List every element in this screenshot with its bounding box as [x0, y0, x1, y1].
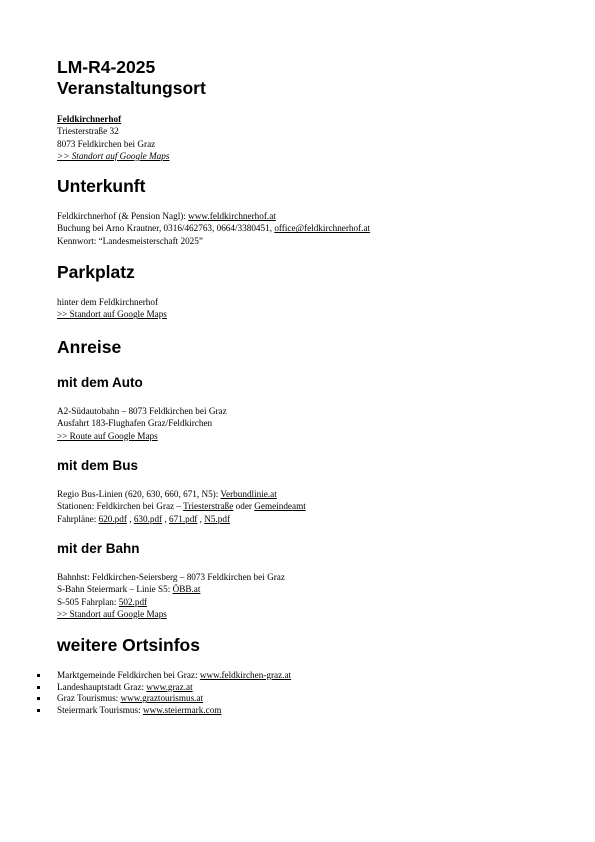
venue-city: 8073 Feldkirchen bei Graz	[57, 138, 156, 149]
feldkirchen-graz-link[interactable]: www.feldkirchen-graz.at	[199, 670, 292, 680]
venue-name: Feldkirchnerhof	[57, 114, 122, 124]
accommodation-line1-text: Feldkirchnerhof (& Pension Nagl):	[57, 211, 189, 221]
car-line1: A2-Südautobahn – 8073 Feldkirchen bei Graz	[57, 406, 227, 416]
train-maps-link[interactable]: >> Standort auf Google Maps	[57, 608, 167, 619]
bullet-icon	[37, 674, 40, 677]
bus-heading: mit dem Bus	[57, 458, 139, 473]
bullet-icon	[37, 697, 40, 700]
car-route-link[interactable]: >> Route auf Google Maps	[57, 430, 158, 441]
booking-text: Buchung bei Arno Krautner, 0316/462763, 0664/3380451,	[57, 223, 275, 234]
timetable-502-link[interactable]: 502.pdf	[118, 596, 148, 607]
list-item	[37, 682, 291, 694]
list-item-label: Landeshauptstadt Graz:	[57, 681, 147, 692]
car-heading: mit dem Auto	[57, 375, 143, 390]
venue-block	[57, 113, 169, 162]
timetable-671-link[interactable]: 671.pdf	[169, 513, 198, 524]
bus-line1-text: Regio Bus-Linien (620, 630, 660, 671, N5):	[57, 489, 221, 499]
train-heading: mit der Bahn	[57, 541, 140, 556]
graztourismus-link[interactable]: www.graztourismus.at	[120, 693, 204, 704]
document-title	[57, 57, 206, 99]
train-line-text: S-Bahn Steiermark – Linie S5:	[57, 584, 173, 595]
car-line2: Ausfahrt 183-Flughafen Graz/Feldkirchen	[57, 418, 213, 429]
timetable-separator: ,	[126, 513, 134, 524]
title-venue: Veranstaltungsort	[57, 78, 206, 98]
steiermark-link[interactable]: www.steiermark.com	[142, 704, 222, 715]
accommodation-heading: Unterkunft	[57, 176, 146, 196]
feldkirchnerhof-website-link[interactable]: www.feldkirchnerhof.at	[188, 211, 276, 221]
parking-heading: Parkplatz	[57, 262, 135, 282]
bus-block	[57, 488, 306, 525]
venue-maps-link[interactable]: >> Standort auf Google Maps	[57, 150, 170, 161]
bus-stations-text: Stationen: Feldkirchen bei Graz –	[57, 501, 184, 512]
train-block	[57, 571, 285, 620]
parking-location: hinter dem Feldkirchnerhof	[57, 297, 159, 307]
bullet-icon	[37, 709, 40, 712]
timetable-separator: ,	[162, 513, 170, 524]
parking-block	[57, 296, 167, 321]
timetable-separator: ,	[197, 513, 205, 524]
gemeindeamt-stop-link[interactable]: Gemeindeamt	[254, 501, 306, 512]
list-item	[37, 705, 291, 717]
password-text: Kennwort: “Landesmeisterschaft 2025”	[57, 235, 203, 246]
accommodation-block	[57, 210, 370, 247]
parking-maps-link[interactable]: >> Standort auf Google Maps	[57, 309, 167, 320]
bullet-icon	[37, 686, 40, 689]
timetable-n5-link[interactable]: N5.pdf	[204, 513, 231, 524]
venue-street: Triesterstraße 32	[57, 126, 119, 137]
more-info-list	[37, 670, 291, 716]
car-block	[57, 405, 227, 442]
list-item-label: Steiermark Tourismus:	[57, 704, 143, 715]
title-code: LM-R4-2025	[57, 57, 156, 77]
train-timetable-label: S-505 Fahrplan:	[57, 596, 119, 607]
train-station: Bahnhst: Feldkirchen-Seiersberg – 8073 Feldkirchen bei Graz	[57, 572, 285, 582]
arrival-heading: Anreise	[57, 337, 122, 357]
list-item-label: Marktgemeinde Feldkirchen bei Graz:	[57, 670, 200, 680]
bus-stations-or: oder	[233, 501, 255, 512]
list-item	[37, 670, 291, 682]
more-info-heading: weitere Ortsinfos	[57, 635, 200, 655]
timetables-label: Fahrpläne:	[57, 513, 99, 524]
verbundlinie-link[interactable]: Verbundlinie.at	[220, 489, 277, 499]
timetable-620-link[interactable]: 620.pdf	[98, 513, 127, 524]
oebb-link[interactable]: ÖBB.at	[172, 584, 201, 595]
timetable-630-link[interactable]: 630.pdf	[133, 513, 163, 524]
graz-link[interactable]: www.graz.at	[146, 681, 193, 692]
booking-email-link[interactable]: office@feldkirchnerhof.at	[274, 223, 371, 234]
list-item	[37, 693, 291, 705]
triesterstrasse-stop-link[interactable]: Triesterstraße	[183, 501, 234, 512]
list-item-label: Graz Tourismus:	[57, 693, 121, 704]
